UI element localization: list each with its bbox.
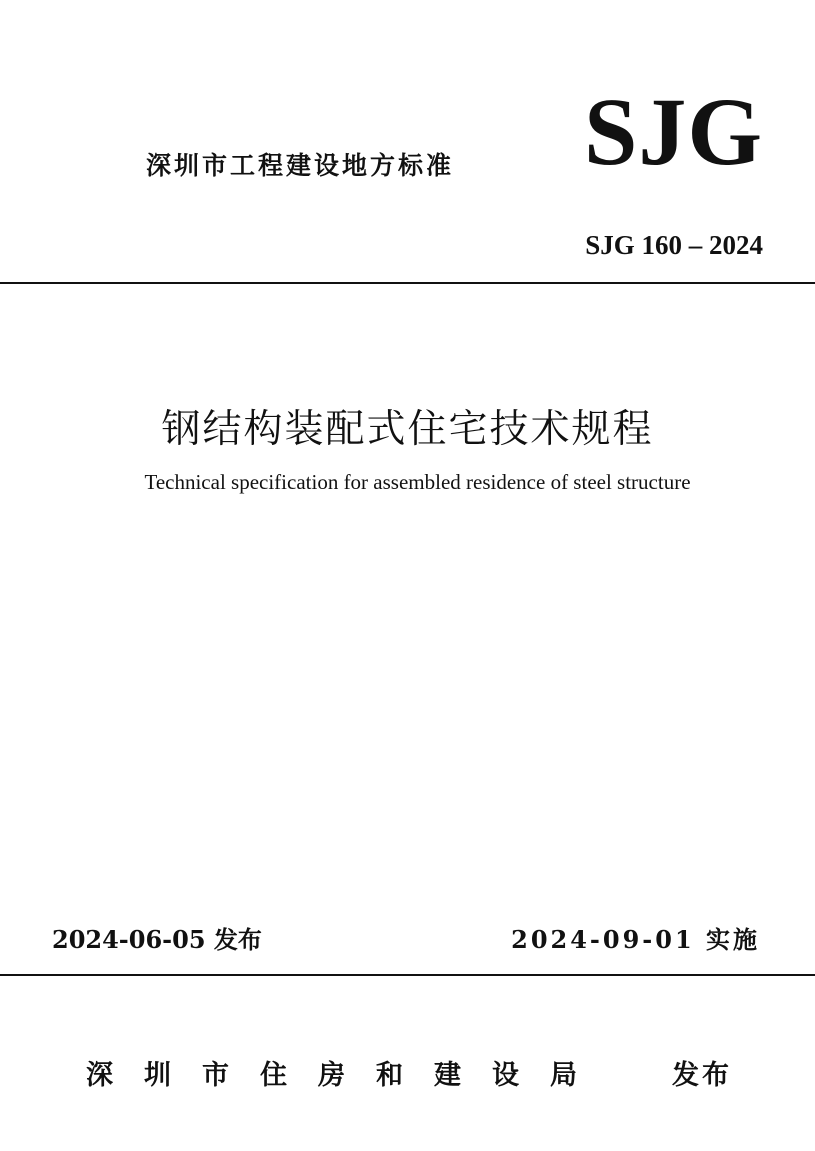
top-divider [0, 282, 815, 284]
sjg-logo: SJG [583, 78, 763, 185]
publisher-org: 深圳市住房和建设局 [86, 1060, 608, 1091]
publisher-action: 发布 [672, 1060, 732, 1091]
standard-number: SJG 160 – 2024 [585, 230, 763, 260]
bottom-divider [0, 974, 815, 976]
issue-date: 2024-06-05 发布 [52, 925, 262, 954]
publisher-name [86, 1053, 608, 1092]
document-title-chinese: 钢结构装配式住宅技术规程 [161, 407, 654, 452]
implementation-date: 2024-09-01 实施 [511, 925, 760, 954]
series-title: 深圳市工程建设地方标准 [146, 151, 455, 180]
document-title-english: Technical specification for assembled residence of steel structure [144, 470, 691, 494]
